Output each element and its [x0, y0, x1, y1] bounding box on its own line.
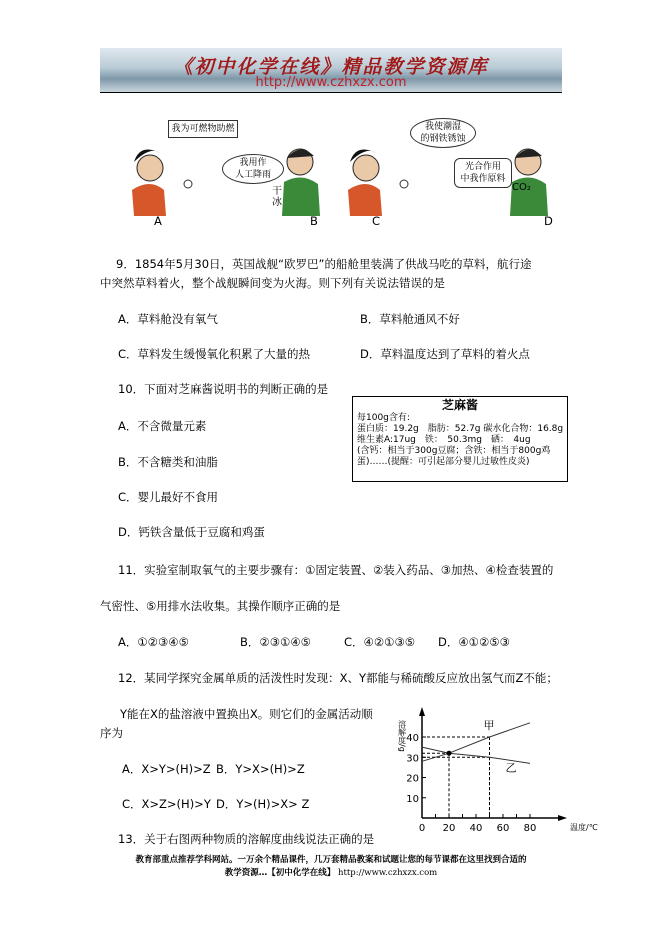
y-axis-arrow — [419, 707, 425, 716]
co2-label: CO₂ — [512, 182, 531, 193]
q12-option-d: D．Y>(H)>X> Z — [216, 797, 310, 811]
q10-option-a: A．不含微量元素 — [118, 419, 207, 433]
label-c: C — [372, 214, 381, 228]
q10-option-c: C．婴儿最好不食用 — [118, 490, 219, 504]
q12-option-a: A．X>Y>(H)>Z — [122, 762, 211, 776]
y-tick-label: 20 — [406, 773, 419, 785]
q11-option-a: A．①②③④⑤ — [118, 635, 189, 649]
speech-bubble-a: 我为可燃物助燃 — [168, 120, 238, 138]
intersection-point — [447, 751, 452, 756]
q10-stem: 10．下面对芝麻酱说明书的判断正确的是 — [118, 382, 329, 396]
solubility-chart — [360, 690, 598, 850]
banner-title: 《初中化学在线》精品教学资源库 — [173, 56, 489, 78]
series-label: 甲 — [483, 719, 495, 732]
q12-line3: 序为 — [100, 726, 123, 740]
q9-option-b: B．草料舱通风不好 — [360, 312, 460, 326]
label-line2: 蛋白质：19.2g 脂肪：52.7g 碳水化合物：16.8g — [357, 424, 564, 434]
bubble-c-line1: 我使潮湿 — [424, 122, 461, 132]
label-line1: 每100g含有: — [357, 413, 410, 423]
label-d: D — [544, 214, 553, 228]
q12-line2: Y能在X的盐溶液中置换出X。则它们的金属活动顺 — [120, 707, 373, 721]
q9-option-c: C．草料发生缓慢氧化积累了大量的热 — [118, 347, 311, 361]
header-divider — [100, 92, 562, 93]
label-line3: 维生素A:17ug 铁： 50.3mg 硒： 4ug — [357, 435, 531, 445]
footer-url[interactable]: http://www.czhxzx.com — [337, 868, 438, 878]
footer-text: 教学资源…【初中化学在线】 — [224, 868, 336, 878]
q9-option-a: A．草料舱没有氧气 — [118, 312, 218, 326]
footer-line2 — [100, 866, 562, 878]
bubble-d-line2: 中我作原料 — [460, 174, 506, 184]
x-tick-label: 60 — [496, 823, 510, 834]
x-tick-label: 40 — [469, 823, 483, 834]
banner-url[interactable]: http://www.czhxzx.com — [255, 75, 407, 90]
bubble-b-line1: 我用作 — [239, 158, 267, 168]
q9-option-d: D．草料温度达到了草料的着火点 — [360, 347, 530, 361]
girl-figure-c — [348, 150, 408, 216]
label-line4: (含钙：相当于300g豆腐；含铁：相当于800g鸡 — [357, 446, 551, 456]
speech-bubble-b — [222, 154, 284, 184]
q9-line1: 9．1854年5月30日，英国战舰“欧罗巴”的船舱里装满了供战马吃的草料，航行途 — [116, 257, 532, 271]
x-axis-arrow — [558, 815, 567, 821]
label-title: 芝麻酱 — [441, 398, 478, 412]
y-axis-label: 溶解度/g — [397, 720, 407, 752]
cartoon-illustration — [120, 118, 560, 228]
speech-bubble-d — [454, 158, 512, 188]
x-axis-label: 温度/℃ — [570, 823, 598, 832]
x-tick-label: 80 — [523, 823, 537, 834]
x-tick-label: 0 — [418, 823, 426, 834]
sesame-paste-label — [352, 396, 568, 482]
q13-stem: 13．关于右图两种物质的溶解度曲线说法正确的是 — [118, 832, 375, 846]
bubble-b-line2: 人工降雨 — [234, 170, 271, 180]
header-banner — [100, 48, 562, 92]
x-tick-label: 20 — [442, 823, 456, 834]
series-label: 乙 — [505, 761, 517, 775]
footer-line1: 教育部重点推荐学科网站。一万余个精品课件，几万套精品教案和试题让您的每节课都在这里找到合适的 — [135, 855, 527, 865]
girl-figure-a — [132, 150, 192, 216]
thought-bubble-c — [410, 118, 476, 148]
q12-option-c: C．X>Z>(H)>Y — [122, 797, 211, 811]
label-b: B — [310, 214, 318, 228]
boy-figure-b — [282, 149, 320, 216]
label-line5: 蛋)……(提醒：可引起部分婴儿过敏性皮炎) — [357, 457, 530, 467]
q11-option-d: D．④①②⑤③ — [438, 635, 510, 649]
q11-option-b: B．②③①④⑤ — [240, 635, 311, 649]
q10-option-d: D．钙铁含量低于豆腐和鸡蛋 — [118, 525, 265, 539]
label-a: A — [154, 214, 162, 228]
dry-ice-label: 干冰 — [272, 186, 282, 208]
q11-line2: 气密性、⑤用排水法收集。其操作顺序正确的是 — [100, 599, 341, 613]
q11-option-c: C．④②①③⑤ — [344, 635, 416, 649]
q12-option-b: B．Y>X>(H)>Z — [216, 762, 305, 776]
q10-option-b: B．不含糖类和油脂 — [118, 455, 218, 469]
bubble-c-line2: 的钢铁锈蚀 — [420, 134, 466, 144]
y-tick-label: 10 — [406, 793, 419, 805]
q11-line1: 11．实验室制取氧气的主要步骤有：①固定装置、②装入药品、③加热、④检查装置的 — [118, 563, 554, 577]
bubble-d-line1: 光合作用 — [464, 162, 501, 172]
y-tick-label: 30 — [406, 753, 419, 765]
q9-line2: 中突然草料着火，整个战舰瞬间变为火海。则下列有关说法错误的是 — [100, 276, 445, 290]
q12-line1: 12．某同学探究金属单质的活泼性时发现：X、Y都能与稀硫酸反应放出氢气而Z不能； — [118, 671, 558, 685]
y-tick-label: 40 — [406, 733, 419, 744]
